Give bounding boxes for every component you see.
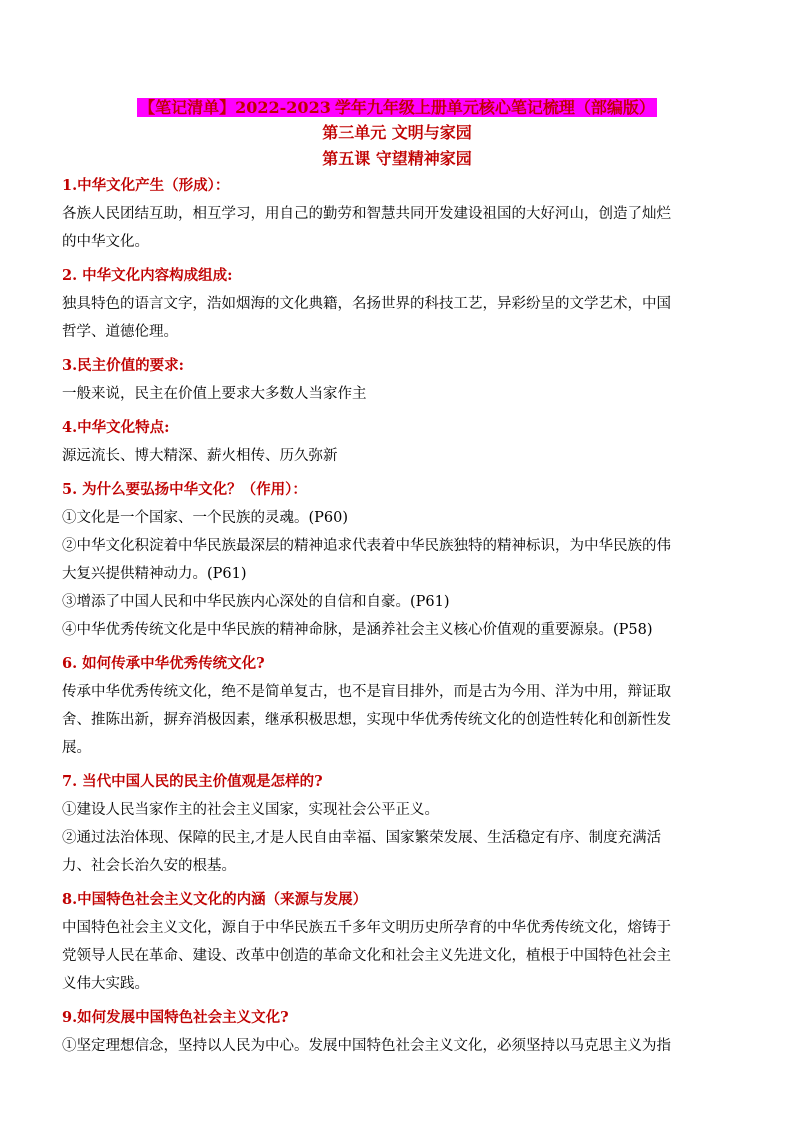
note-section: [62, 1004, 742, 1060]
section-text-line: 舍、推陈出新，摒弃消极因素，继承积极思想，实现中华优秀传统文化的创造性转化和创新性发: [62, 712, 671, 728]
section-text-line: 的中华文化。: [62, 234, 149, 250]
banner-bracket-text: 【笔记清单】2022-2023: [139, 98, 331, 117]
section-text-line: ④中华优秀传统文化是中华民族的精神命脉，是涵养社会主义核心价值观的重要源泉。(P58): [62, 622, 653, 638]
title-banner: [137, 97, 657, 119]
section-title: 8.中国特色社会主义文化的内涵（来源与发展）: [62, 891, 368, 908]
note-section: [62, 886, 742, 998]
section-title: 4.中华文化特点:: [62, 419, 170, 436]
section-text-line: 源远流长、博大精深、薪火相传、历久弥新: [62, 448, 338, 464]
section-text-line: 各族人民团结互助，相互学习，用自己的勤劳和智慧共同开发建设祖国的大好河山，创造了灿烂: [62, 206, 671, 222]
section-text-line: 大复兴提供精神动力。(P61): [62, 566, 247, 582]
section-text-line: 一般来说，民主在价值上要求大多数人当家作主: [62, 386, 367, 402]
unit-title: 第三单元 文明与家园: [322, 123, 472, 142]
section-text-line: 力、社会长治久安的根基。: [62, 858, 236, 874]
section-text-line: 独具特色的语言文字，浩如烟海的文化典籍，名扬世界的科技工艺，异彩纷呈的文学艺术，中国: [62, 296, 671, 312]
note-section: [62, 650, 742, 762]
lesson-title: 第五课 守望精神家园: [322, 149, 472, 168]
section-text-line: 展。: [62, 740, 91, 756]
section-text-line: ①坚定理想信念，坚持以人民为中心。发展中国特色社会主义文化，必须坚持以马克思主义为指: [62, 1038, 671, 1054]
section-text-line: ①文化是一个国家、一个民族的灵魂。(P60): [62, 510, 349, 526]
section-title: 3.民主价值的要求:: [62, 357, 184, 374]
section-title: 9.如何发展中国特色社会主义文化?: [62, 1009, 289, 1026]
note-section: [62, 476, 742, 644]
note-section: [62, 172, 742, 256]
section-title: 6. 如何传承中华优秀传统文化?: [62, 655, 265, 672]
section-text-line: ③增添了中国人民和中华民族内心深处的自信和自豪。(P61): [62, 594, 450, 610]
section-text-line: 义伟大实践。: [62, 976, 149, 992]
section-text-line: ①建设人民当家作主的社会主义国家，实现社会公平正义。: [62, 802, 439, 818]
section-text-line: ②中华文化积淀着中华民族最深层的精神追求代表着中华民族独特的精神标识，为中华民族的伟: [62, 538, 671, 554]
section-title: 2. 中华文化内容构成组成:: [62, 267, 233, 284]
banner-rest-text: 学年九年级上册单元核心笔记梳理（部编版）: [334, 98, 655, 117]
note-section: [62, 414, 742, 470]
section-text-line: 哲学、道德伦理。: [62, 324, 178, 340]
notes-content: [62, 172, 742, 1066]
note-section: [62, 768, 742, 880]
section-title: 1.中华文化产生（形成）：: [62, 177, 230, 194]
document-header: [0, 97, 794, 171]
section-text-line: 党领导人民在革命、建设、改革中创造的革命文化和社会主义先进文化，植根于中国特色社会主: [62, 948, 671, 964]
section-title: 5. 为什么要弘扬中华文化？（作用）：: [62, 481, 307, 498]
note-section: [62, 352, 742, 408]
section-text-line: ②通过法治体现、保障的民主,才是人民自由幸福、国家繁荣发展、生活稳定有序、制度充满活: [62, 830, 662, 846]
section-text-line: 传承中华优秀传统文化，绝不是简单复古，也不是盲目排外，而是古为今用、洋为中用，辩证取: [62, 684, 671, 700]
section-title: 7. 当代中国人民的民主价值观是怎样的?: [62, 773, 323, 790]
section-text-line: 中国特色社会主义文化，源自于中华民族五千多年文明历史所孕育的中华优秀传统文化，熔铸于: [62, 920, 671, 936]
note-section: [62, 262, 742, 346]
